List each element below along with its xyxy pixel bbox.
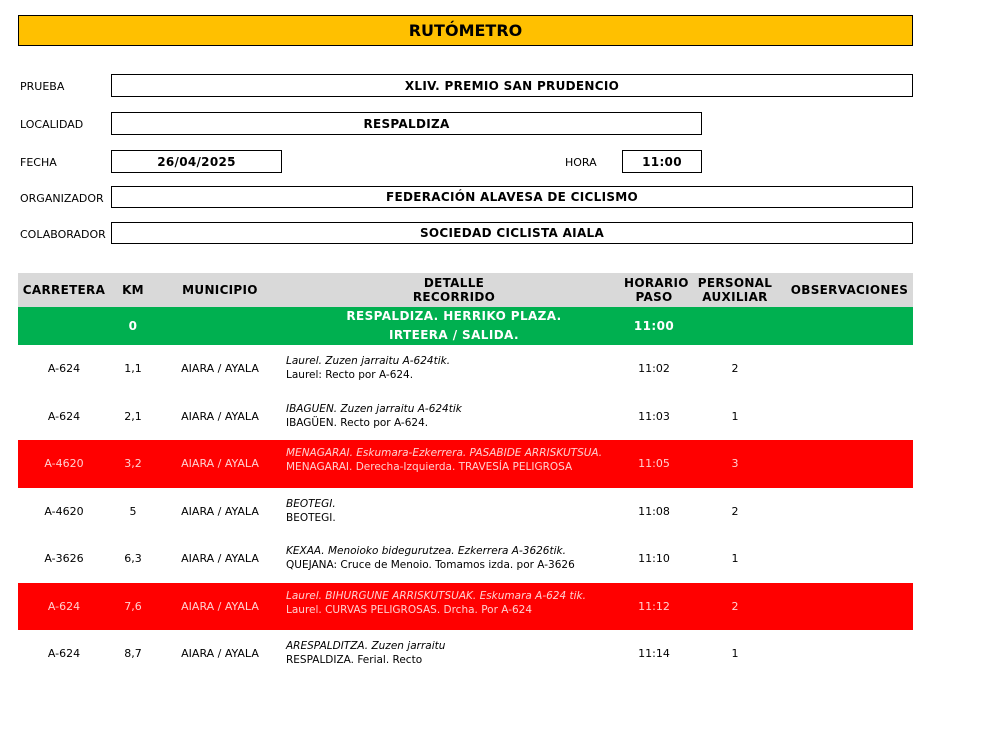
page-title: RUTÓMETRO (18, 15, 913, 46)
detail-spanish: MENAGARAI. Derecha-Izquierda. TRAVESÍA PELIGROSA (286, 461, 573, 474)
cell-km: 2,1 (124, 409, 142, 423)
header-km: KM (122, 283, 144, 297)
cell-horario: 11:08 (638, 504, 670, 518)
fecha-value: 26/04/2025 (111, 150, 282, 173)
detail-basque: KEXAA. Menoioko bidegurutzea. Ezkerrera A-3626tik. (286, 545, 566, 558)
cell-km: 5 (129, 504, 137, 518)
cell-carretera: A-4620 (44, 504, 84, 518)
cell-detalle (284, 447, 624, 474)
cell-horario: 11:14 (638, 647, 670, 661)
cell-detalle (284, 355, 624, 382)
cell-municipio: AIARA / AYALA (181, 362, 259, 376)
start-detail (284, 307, 624, 345)
cell-personal: 2 (731, 599, 739, 613)
cell-carretera: A-624 (47, 362, 81, 376)
header-municipio: MUNICIPIO (182, 283, 258, 297)
cell-municipio: AIARA / AYALA (181, 409, 259, 423)
cell-personal: 2 (731, 362, 739, 376)
detail-spanish: Laurel. CURVAS PELIGROSAS. Drcha. Por A-624 (286, 603, 533, 616)
header-horario-line1: HORARIO (624, 276, 689, 290)
cell-detalle (284, 403, 624, 430)
start-detail-line1: RESPALDIZA. HERRIKO PLAZA. (346, 309, 562, 323)
header-horario (624, 276, 689, 304)
detail-basque: ARESPALDITZA. Zuzen jarraitu (286, 640, 446, 653)
colaborador-label: COLABORADOR (20, 228, 106, 241)
detail-spanish: QUEJANA: Cruce de Menoio. Tomamos izda. por A-3626 (286, 559, 575, 572)
header-detalle-line1: DETALLE (423, 276, 485, 290)
cell-municipio: AIARA / AYALA (181, 457, 259, 471)
table-row (18, 630, 913, 678)
header-observaciones: OBSERVACIONES (790, 283, 909, 297)
colaborador-value: SOCIEDAD CICLISTA AIALA (111, 222, 913, 244)
cell-carretera: A-3626 (44, 552, 84, 566)
cell-detalle (284, 589, 624, 617)
cell-detalle (284, 545, 624, 572)
cell-personal: 2 (731, 504, 739, 518)
detail-basque: Laurel. Zuzen jarraitu A-624tik. (286, 355, 451, 368)
table-row (18, 535, 913, 583)
header-personal (684, 276, 786, 304)
cell-horario: 11:02 (638, 362, 670, 376)
fecha-label: FECHA (20, 156, 57, 169)
cell-horario: 11:05 (638, 457, 670, 471)
cell-personal: 3 (731, 457, 739, 471)
detail-basque: MENAGARAI. Eskumara-Ezkerrera. PASABIDE ARRISKUTSUA. (286, 447, 603, 460)
cell-personal: 1 (731, 552, 739, 566)
organizador-value: FEDERACIÓN ALAVESA DE CICLISMO (111, 186, 913, 208)
localidad-label: LOCALIDAD (20, 118, 84, 131)
table-header (18, 273, 913, 307)
header-detalle-line2: RECORRIDO (412, 290, 496, 304)
table-row (18, 345, 913, 393)
cell-km: 8,7 (124, 647, 142, 661)
header-horario-line2: PASO (635, 290, 673, 304)
detail-basque: Laurel. BIHURGUNE ARRISKUTSUAK. Eskumara A-624 tik. (286, 589, 586, 602)
cell-personal: 1 (731, 409, 739, 423)
start-detail-line2: IRTEERA / SALIDA. (389, 328, 519, 342)
prueba-label: PRUEBA (20, 80, 65, 93)
cell-carretera: A-624 (47, 409, 81, 423)
cell-personal: 1 (731, 647, 739, 661)
cell-horario: 11:12 (638, 599, 670, 613)
cell-carretera: A-624 (47, 599, 81, 613)
detail-spanish: RESPALDIZA. Ferial. Recto (286, 654, 423, 667)
start-km: 0 (128, 319, 138, 333)
detail-spanish: BEOTEGI. (286, 511, 336, 524)
cell-km: 3,2 (124, 457, 142, 471)
localidad-value: RESPALDIZA (111, 112, 702, 135)
organizador-label: ORGANIZADOR (20, 192, 104, 205)
cell-carretera: A-4620 (44, 457, 84, 471)
table-row (18, 583, 913, 631)
detail-spanish: IBAGÜEN. Recto por A-624. (286, 416, 429, 429)
header-detalle (284, 276, 624, 304)
cell-horario: 11:03 (638, 409, 670, 423)
cell-km: 1,1 (124, 362, 142, 376)
detail-spanish: Laurel: Recto por A-624. (286, 369, 414, 382)
hora-value: 11:00 (622, 150, 702, 173)
header-personal-line1: PERSONAL (697, 276, 773, 290)
cell-municipio: AIARA / AYALA (181, 504, 259, 518)
cell-carretera: A-624 (47, 647, 81, 661)
route-rows (18, 345, 913, 678)
detail-basque: BEOTEGI. (286, 497, 336, 510)
hora-label: HORA (565, 156, 597, 169)
cell-detalle (284, 498, 624, 525)
cell-km: 6,3 (124, 552, 142, 566)
table-row (18, 393, 913, 441)
cell-municipio: AIARA / AYALA (181, 599, 259, 613)
route-table (18, 273, 913, 678)
header-carretera: CARRETERA (22, 283, 106, 297)
cell-municipio: AIARA / AYALA (181, 552, 259, 566)
cell-km: 7,6 (124, 599, 142, 613)
start-row (18, 307, 913, 345)
header-personal-line2: AUXILIAR (702, 290, 768, 304)
start-time: 11:00 (633, 319, 675, 333)
cell-horario: 11:10 (638, 552, 670, 566)
cell-detalle (284, 640, 624, 667)
prueba-value: XLIV. PREMIO SAN PRUDENCIO (111, 74, 913, 97)
detail-basque: IBAGUEN. Zuzen jarraitu A-624tik (286, 402, 462, 415)
table-row (18, 440, 913, 488)
table-row (18, 488, 913, 536)
cell-municipio: AIARA / AYALA (181, 647, 259, 661)
